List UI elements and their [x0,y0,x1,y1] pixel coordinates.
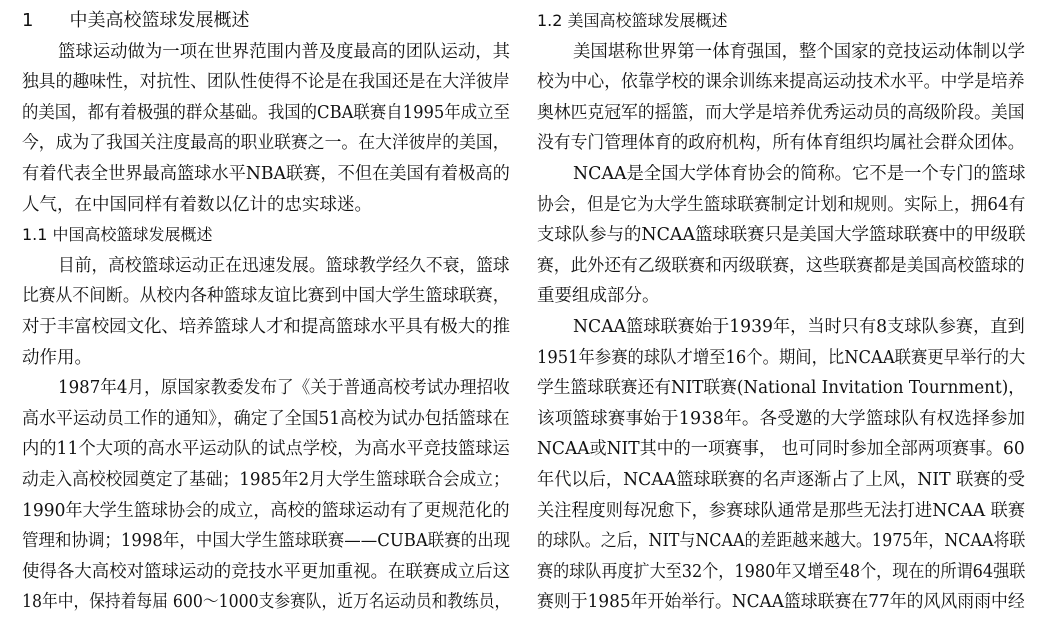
text-line: 内的11个大项的高水平运动队的试点学校，为高水平竞技篮球运 [22,439,510,460]
text-line: 年代以后，NCAA篮球联赛的名声逐渐占了上风，NIT 联赛的受 [537,470,1025,490]
text-line: 该项篮球赛事始于1938年。各受邀的大学篮球队有权选择参加 [537,408,1026,429]
text-line: 的球队。之后，NIT与NCAA的差距越来越大。1975年，NCAA将联 [537,531,1026,552]
text-line: 目前，高校篮球运动正在迅速发展。篮球教学经久不衰，篮球 [58,255,510,276]
text-line: NCAA篮球联赛始于1939年，当时只有8支球队参赛，直到 [573,317,1025,337]
text-line: 协会，但是它为大学生篮球联赛制定计划和规则。实际上，拥64有 [537,194,1026,215]
text-line: 今，成为了我国关注度最高的职业联赛之一。在大洋彼岸的美国， [22,133,510,154]
text-line: 管理和协调；1998年，中国大学生篮球联赛——CUBA联赛的出现 [22,531,511,552]
text-line: 的美国，都有着极强的群众基础。我国的CBA联赛自1995年成立至 [22,102,510,123]
text-line: 奥林匹克冠军的摇篮，而大学是培养优秀运动员的高级阶段。美国 [537,102,1025,123]
text-line: 动走入高校校园奠定了基础；1985年2月大学生篮球联合会成立； [22,470,510,490]
text-line: 没有专门管理体育的政府机构，所有体育组织均属社会群众团体。 [537,133,1025,154]
text-line: 人气，在中国同样有着数以亿计的忠实球迷。 [22,194,372,215]
text-line: 校为中心，依靠学校的课余训练来提高运动技术水平。中学是培养 [537,72,1025,93]
text-line: 高水平运动员工作的通知》，确定了全国51高校为试办包括篮球在 [22,408,510,429]
text-line: 1990年大学生篮球协会的成立，高校的篮球运动有了更规范化的 [22,500,510,521]
section-heading: 1.1 中国高校篮球发展概述 [22,225,213,245]
text-line: NCAA是全国大学体育协会的简称。它不是一个专门的篮球 [573,164,1026,184]
text-line: 有着代表全世界最高篮球水平NBA联赛，不但在美国有着极高的 [22,164,510,184]
text-line: 支球队参与的NCAA篮球联赛只是美国大学篮球联赛中的甲级联 [537,225,1026,246]
section-heading: 1 中美高校篮球发展概述 [22,10,250,31]
text-line: 动作用。 [22,347,92,368]
text-line: 使得各大高校对篮球运动的竞技水平更加重视。在联赛成立后这 [22,561,510,582]
text-line: 学生篮球联赛还有NIT联赛(National Invitation Tournment)， [537,378,1025,399]
text-line: 赛，此外还有乙级联赛和丙级联赛，这些联赛都是美国高校篮球的 [537,255,1025,276]
text-line: 赛则于1985年开始举行。NCAA篮球联赛在77年的风风雨雨中经 [537,592,1025,613]
text-line: NCAA或NIT其中的一项赛事， 也可同时参加全部两项赛事。60 [537,439,1025,460]
text-line: 独具的趣味性，对抗性、团队性使得不论是在我国还是在大洋彼岸 [22,72,510,93]
text-line: 比赛从不间断。从校内各种篮球友谊比赛到中国大学生篮球联赛， [22,286,510,307]
text-line: 1951年参赛的球队才增至16个。期间，比NCAA联赛更早举行的大 [537,347,1026,368]
text-line: 篮球运动做为一项在世界范围内普及度最高的团队运动，其 [58,41,510,62]
text-line: 美国堪称世界第一体育强国，整个国家的竞技运动体制以学 [573,41,1025,62]
section-heading: 1.2 美国高校篮球发展概述 [537,11,728,30]
text-line: 重要组成部分。 [537,286,660,307]
text-line: 对于丰富校园文化、培养篮球人才和提高篮球水平具有极大的推 [22,317,510,337]
text-line: 1987年4月，原国家教委发布了《关于普通高校考试办理招收 [58,378,510,399]
text-line: 18年中，保持着每届 600～1000支参赛队，近万名运动员和教练员， [22,592,511,613]
text-line: 赛的球队再度扩大至32个，1980年又增至48个，现在的所谓64强联 [537,561,1026,582]
text-line: 关注程度则每况愈下，参赛球队通常是那些无法打进NCAA 联赛 [537,500,1026,521]
